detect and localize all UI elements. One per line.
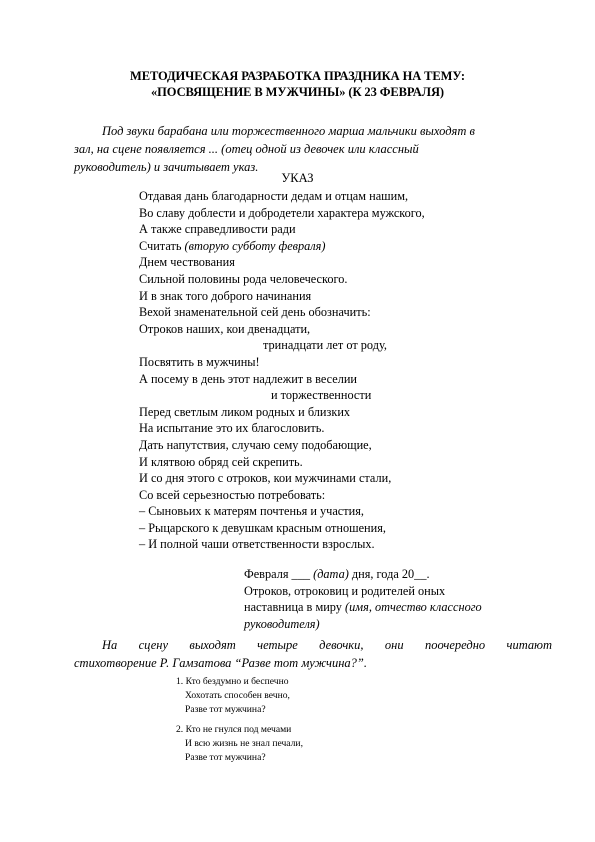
verse-line: Разве тот мужчина?: [185, 752, 266, 764]
intro-line-3: руководитель) и зачитывает указ.: [74, 160, 259, 174]
verse-line: Разве тот мужчина?: [185, 704, 266, 716]
signature-date-line: [244, 566, 482, 583]
decree-line: – И полной чаши ответственности взрослых.: [139, 537, 375, 552]
intro-line-2: зал, на сцене появляется ... (отец одной из девочек или классный: [74, 142, 419, 156]
signature-italic: руководителя): [244, 616, 320, 631]
signature-line: Отроков, отроковиц и родителей оных: [244, 583, 446, 598]
document-title: [60, 68, 535, 100]
decree-line: Вехой знаменательной сей день обозначить:: [139, 305, 371, 320]
decree-line: – Рыцарского к девушкам красным отношения,: [139, 520, 386, 535]
decree-line: И в знак того доброго начинания: [139, 288, 312, 303]
decree-line: Днем чествования: [139, 255, 235, 270]
decree-line: Сильной половины рода человеческого.: [139, 271, 348, 286]
verse-line: 1. Кто бездумно и беспечно: [176, 676, 289, 687]
title-line-2: «ПОСВЯЩЕНИЕ В МУЖЧИНЫ» (К 23 ФЕВРАЛЯ): [151, 85, 444, 99]
decree-line: и торжественности: [271, 388, 372, 403]
intro-paragraph: [74, 122, 552, 176]
verse-2: [176, 723, 303, 766]
decree-line: Отроков наших, кои двенадцати,: [139, 321, 311, 336]
signature-text: наставница в миру: [244, 600, 346, 615]
decree-line: – Сыновьих к матерям почтенья и участия,: [139, 504, 364, 519]
decree-line: И со дня этого с отроков, кои мужчинами стали,: [139, 471, 392, 486]
scene-line-1: На сцену выходят четыре девочки, они поочередно читают: [102, 638, 552, 652]
decree-line: Со всей серьезностью потребовать:: [139, 487, 326, 502]
verse-1: [176, 675, 290, 718]
decree-line: А посему в день этот надлежит в веселии: [139, 371, 357, 386]
signature-text: Февраля ___: [244, 567, 314, 581]
decree-line: На испытание это их благословить.: [139, 421, 325, 436]
verse-line: И всю жизнь не знал печали,: [185, 738, 303, 750]
decree-line: Перед светлым ликом родных и близких: [139, 404, 351, 419]
decree-italic-span: (вторую субботу февраля): [184, 238, 326, 253]
decree-line: Посвятить в мужчины!: [139, 354, 260, 369]
title-line-1: МЕТОДИЧЕСКАЯ РАЗРАБОТКА ПРАЗДНИКА НА ТЕМУ:: [130, 69, 465, 83]
ukaz-heading: УКАЗ: [281, 171, 314, 185]
decree-line: И клятвою обряд сей скрепить.: [139, 454, 303, 469]
signature-text: дня, года 20__.: [348, 567, 430, 581]
verse-line: 2. Кто не гнулся под мечами: [176, 724, 292, 735]
decree-line: Отдавая дань благодарности дедам и отцам нашим,: [139, 189, 409, 203]
decree-line: А также справедливости ради: [139, 222, 296, 237]
decree-line: Во славу доблести и добродетели характера мужского,: [139, 205, 425, 220]
signature-line: [244, 599, 482, 616]
decree-text-span: Считать: [139, 238, 185, 253]
decree-text: [139, 188, 425, 553]
signature-italic: (дата): [313, 567, 349, 581]
signature-line: [244, 616, 482, 633]
decree-line: тринадцати лет от роду,: [263, 338, 387, 353]
signature-italic: (имя, отчество классного: [345, 600, 482, 615]
scene-paragraph: [74, 636, 552, 672]
intro-line-1: Под звуки барабана или торжественного марша мальчики выходят в: [102, 124, 475, 138]
verse-line: Хохотать способен вечно,: [185, 690, 290, 702]
scene-line-2: стихотворение Р. Гамзатова “Разве тот мужчина?”.: [74, 656, 367, 670]
decree-line: [139, 238, 425, 255]
decree-signature: [244, 566, 482, 632]
decree-line: Дать напутствия, случаю сему подобающие,: [139, 437, 372, 452]
